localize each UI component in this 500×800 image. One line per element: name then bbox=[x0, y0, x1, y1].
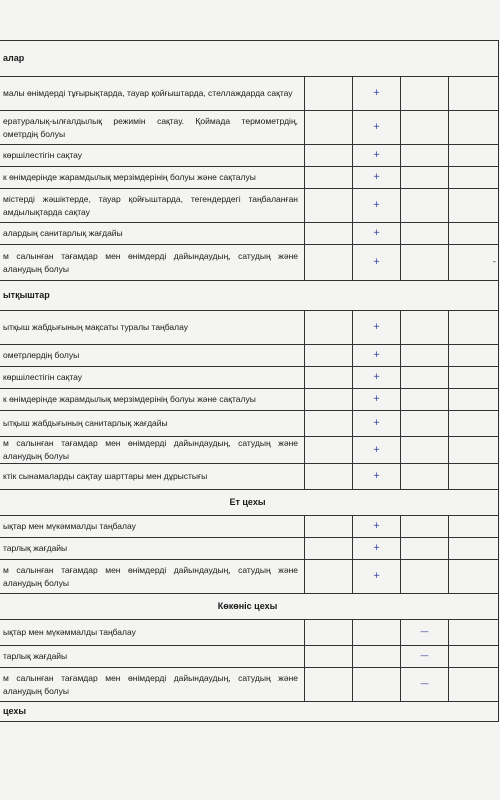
check-mark-cell bbox=[305, 167, 353, 189]
check-mark-cell bbox=[449, 560, 499, 594]
table-row bbox=[0, 646, 499, 668]
check-mark-cell bbox=[401, 367, 449, 389]
check-mark-cell: + bbox=[353, 560, 401, 594]
check-mark-cell bbox=[305, 437, 353, 464]
check-mark-cell bbox=[449, 77, 499, 111]
check-mark-cell bbox=[449, 620, 499, 646]
check-mark-cell bbox=[449, 538, 499, 560]
check-mark-cell bbox=[401, 516, 449, 538]
check-mark-cell bbox=[305, 189, 353, 223]
check-mark-cell bbox=[401, 538, 449, 560]
check-mark-cell bbox=[449, 345, 499, 367]
check-mark-cell bbox=[449, 223, 499, 245]
section-title: цехы bbox=[0, 702, 499, 722]
check-mark-cell bbox=[449, 646, 499, 668]
table-row bbox=[0, 345, 499, 367]
check-mark-cell bbox=[305, 77, 353, 111]
check-mark-cell bbox=[449, 516, 499, 538]
check-mark-cell bbox=[449, 167, 499, 189]
table-row bbox=[0, 245, 499, 281]
table-row bbox=[0, 167, 499, 189]
table-row bbox=[0, 437, 499, 464]
section-header-row bbox=[0, 41, 499, 77]
check-mark-cell bbox=[449, 389, 499, 411]
check-mark-cell: + bbox=[353, 245, 401, 281]
check-mark-cell: + bbox=[353, 311, 401, 345]
check-mark-cell bbox=[305, 560, 353, 594]
table-row bbox=[0, 620, 499, 646]
table-row bbox=[0, 516, 499, 538]
requirement-text: көршілестігін сақтау bbox=[0, 367, 305, 389]
check-mark-cell bbox=[305, 145, 353, 167]
check-mark-cell: — bbox=[401, 668, 449, 702]
requirement-text: ературалық-ылғалдылық режимін сақтау. Қоймада термометрдің, ометрдің болуы bbox=[0, 111, 305, 145]
inspection-checklist-table bbox=[0, 40, 499, 722]
section-header-row bbox=[0, 702, 499, 722]
table-row bbox=[0, 389, 499, 411]
check-mark-cell bbox=[305, 668, 353, 702]
check-mark-cell bbox=[449, 111, 499, 145]
check-mark-cell bbox=[401, 560, 449, 594]
check-mark-cell: + bbox=[353, 223, 401, 245]
check-mark-cell bbox=[305, 223, 353, 245]
table-row bbox=[0, 223, 499, 245]
table-row bbox=[0, 560, 499, 594]
check-mark-cell bbox=[305, 646, 353, 668]
check-mark-cell: — bbox=[401, 620, 449, 646]
check-mark-cell bbox=[353, 646, 401, 668]
section-title: Көкөніс цехы bbox=[0, 594, 499, 620]
check-mark-cell: - bbox=[449, 245, 499, 281]
section-title: Ет цехы bbox=[0, 490, 499, 516]
section-title: ытқыштар bbox=[0, 281, 499, 311]
check-mark-cell: + bbox=[353, 411, 401, 437]
check-mark-cell bbox=[353, 620, 401, 646]
check-mark-cell: — bbox=[401, 646, 449, 668]
check-mark-cell: + bbox=[353, 345, 401, 367]
section-title: алар bbox=[0, 41, 499, 77]
table-row bbox=[0, 538, 499, 560]
check-mark-cell: + bbox=[353, 111, 401, 145]
check-mark-cell bbox=[449, 437, 499, 464]
requirement-text: м салынған тағамдар мен өнімдерді дайындаудың, сатудың және аланудың болуы bbox=[0, 245, 305, 281]
requirement-text: ытқыш жабдығының санитарлық жағдайы bbox=[0, 411, 305, 437]
requirement-text: ықтар мен мүкәммалды таңбалау bbox=[0, 516, 305, 538]
requirement-text: к өнімдерінде жарамдылық мерзімдерінің болуы және сақталуы bbox=[0, 389, 305, 411]
requirement-text: тарлық жағдайы bbox=[0, 646, 305, 668]
check-mark-cell bbox=[401, 411, 449, 437]
check-mark-cell bbox=[353, 668, 401, 702]
table-row bbox=[0, 367, 499, 389]
check-mark-cell: + bbox=[353, 464, 401, 490]
check-mark-cell bbox=[449, 311, 499, 345]
check-mark-cell bbox=[449, 367, 499, 389]
table-row bbox=[0, 77, 499, 111]
check-mark-cell bbox=[401, 77, 449, 111]
check-mark-cell bbox=[305, 245, 353, 281]
check-mark-cell bbox=[401, 389, 449, 411]
check-mark-cell bbox=[305, 411, 353, 437]
requirement-text: м салынған тағамдар мен өнімдерді дайындаудың, сатудың және аланудың болуы bbox=[0, 437, 305, 464]
check-mark-cell: + bbox=[353, 145, 401, 167]
check-mark-cell bbox=[449, 145, 499, 167]
requirement-text: тарлық жағдайы bbox=[0, 538, 305, 560]
requirement-text: көршілестігін сақтау bbox=[0, 145, 305, 167]
table-row bbox=[0, 311, 499, 345]
check-mark-cell bbox=[449, 189, 499, 223]
section-header-row bbox=[0, 281, 499, 311]
check-mark-cell bbox=[401, 111, 449, 145]
check-mark-cell bbox=[449, 668, 499, 702]
requirement-text: малы өнімдерді тұғырықтарда, тауар қойғыштарда, стеллаждарда сақтау bbox=[0, 77, 305, 111]
table-row bbox=[0, 145, 499, 167]
table-row bbox=[0, 464, 499, 490]
check-mark-cell bbox=[401, 437, 449, 464]
check-mark-cell bbox=[305, 464, 353, 490]
check-mark-cell: + bbox=[353, 367, 401, 389]
check-mark-cell bbox=[305, 389, 353, 411]
check-mark-cell: + bbox=[353, 437, 401, 464]
check-mark-cell bbox=[305, 620, 353, 646]
check-mark-cell bbox=[401, 464, 449, 490]
table-row bbox=[0, 411, 499, 437]
check-mark-cell: + bbox=[353, 538, 401, 560]
table-row bbox=[0, 189, 499, 223]
check-mark-cell bbox=[401, 145, 449, 167]
check-mark-cell bbox=[305, 311, 353, 345]
check-mark-cell bbox=[305, 345, 353, 367]
check-mark-cell bbox=[449, 464, 499, 490]
check-mark-cell bbox=[305, 111, 353, 145]
check-mark-cell bbox=[401, 167, 449, 189]
check-mark-cell bbox=[401, 245, 449, 281]
check-mark-cell bbox=[401, 311, 449, 345]
requirement-text: ометрлердің болуы bbox=[0, 345, 305, 367]
check-mark-cell: + bbox=[353, 389, 401, 411]
requirement-text: ықтар мен мүкәммалды таңбалау bbox=[0, 620, 305, 646]
check-mark-cell: + bbox=[353, 189, 401, 223]
table-row bbox=[0, 668, 499, 702]
requirement-text: м салынған тағамдар мен өнімдерді дайындаудың, сатудың және аланудың болуы bbox=[0, 668, 305, 702]
check-mark-cell bbox=[401, 189, 449, 223]
check-mark-cell bbox=[401, 345, 449, 367]
requirement-text: м салынған тағамдар мен өнімдерді дайындаудың, сатудың және аланудың болуы bbox=[0, 560, 305, 594]
check-mark-cell: + bbox=[353, 167, 401, 189]
check-mark-cell bbox=[305, 538, 353, 560]
requirement-text: ктік сынамаларды сақтау шарттары мен дұрыстығы bbox=[0, 464, 305, 490]
requirement-text: містерді жәшіктерде, тауар қойғыштарда, тегендердегі таңбаланған амдылықтарда сақтау bbox=[0, 189, 305, 223]
requirement-text: алардың санитарлық жағдайы bbox=[0, 223, 305, 245]
requirement-text: ытқыш жабдығының мақсаты туралы таңбалау bbox=[0, 311, 305, 345]
table-row bbox=[0, 111, 499, 145]
check-mark-cell bbox=[305, 367, 353, 389]
check-mark-cell: + bbox=[353, 77, 401, 111]
check-mark-cell: + bbox=[353, 516, 401, 538]
requirement-text: к өнімдерінде жарамдылық мерзімдерінің болуы және сақталуы bbox=[0, 167, 305, 189]
check-mark-cell bbox=[449, 411, 499, 437]
check-mark-cell bbox=[401, 223, 449, 245]
section-header-row bbox=[0, 594, 499, 620]
section-header-row bbox=[0, 490, 499, 516]
check-mark-cell bbox=[305, 516, 353, 538]
